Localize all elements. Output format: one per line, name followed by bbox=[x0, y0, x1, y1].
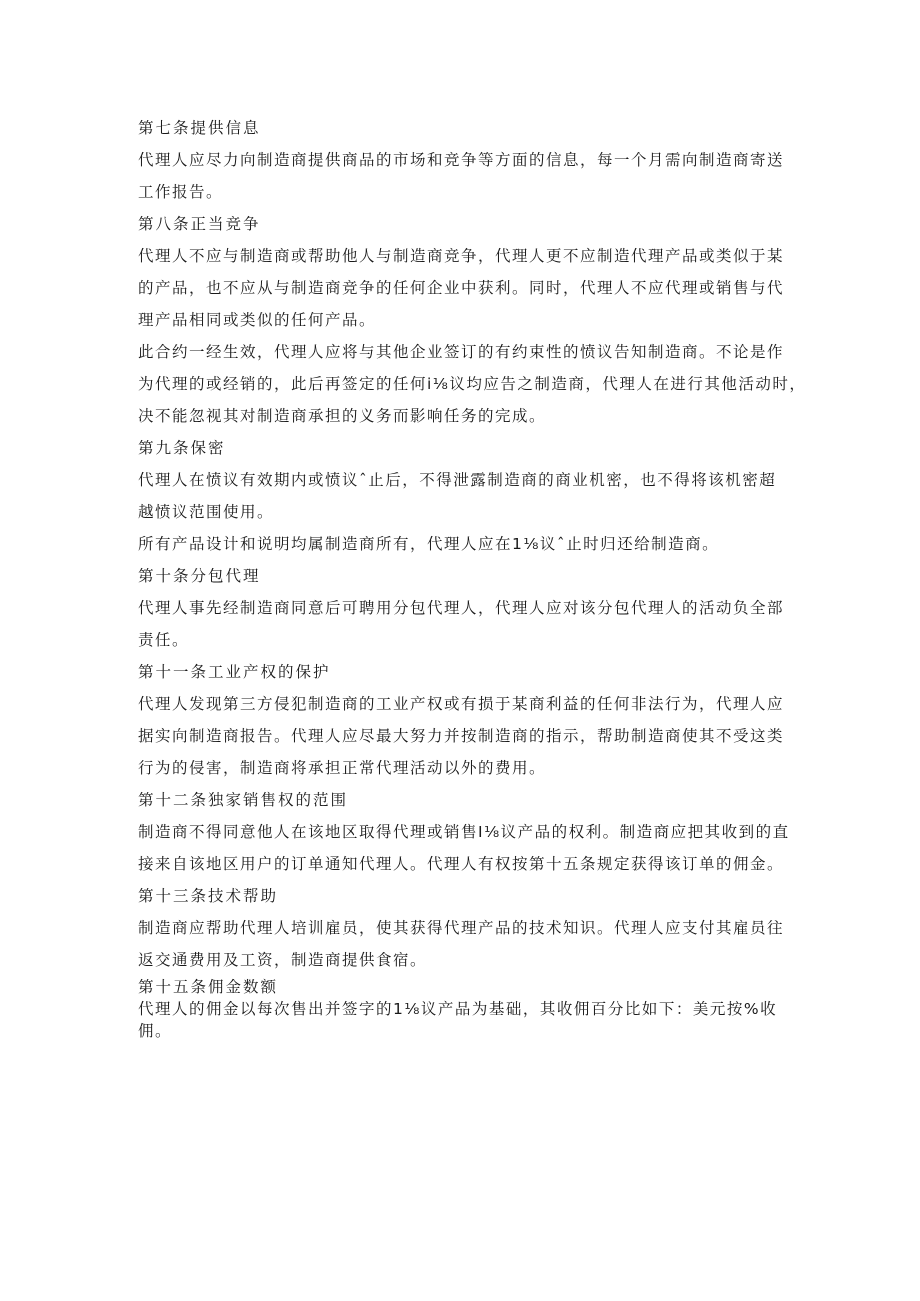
article-9-text-line-1: 代理人在愤议有效期内或愤议ˆ止后，不得泄露制造商的商业机密，也不得将该机密超 bbox=[138, 471, 777, 489]
document-page bbox=[138, 112, 807, 1042]
article-8-text-line-4: 此合约一经生效，代理人应将与其他企业签订的有约束性的愤议告知制造商。不论是作 bbox=[138, 343, 785, 361]
article-13-heading: 第十三条技术帮助 bbox=[138, 887, 279, 905]
article-12-text-line-2: 接来自该地区用户的订单通知代理人。代理人有权按第十五条规定获得该订单的佣金。 bbox=[138, 855, 785, 873]
article-8-text-line-5: 为代理的或经销的，此后再签定的任何i⅛议均应告之制造商，代理人在进行其他活动时， bbox=[138, 375, 807, 393]
article-13-text-line-1: 制造商应帮助代理人培训雇员，使其获得代理产品的技术知识。代理人应支付其雇员往 bbox=[138, 919, 785, 937]
article-13-text-line-2: 返交通费用及工资，制造商提供食宿。 bbox=[138, 951, 428, 969]
article-8-text-line-6: 决不能忽视其对制造商承担的义务而影响任务的完成。 bbox=[138, 407, 547, 425]
article-15-text-line-2: 佣。 bbox=[138, 1022, 173, 1040]
article-11-heading: 第十一条工业产权的保护 bbox=[138, 663, 331, 681]
article-7-text-line-2: 工作报告。 bbox=[138, 183, 224, 201]
article-8-text-line-3: 理产品相同或类似的任何产品。 bbox=[138, 311, 377, 329]
article-10-text-line-1: 代理人事先经制造商同意后可聘用分包代理人，代理人应对该分包代理人的活动负全部 bbox=[138, 599, 785, 617]
article-11-text-line-1: 代理人发现第三方侵犯制造商的工业产权或有损于某商利益的任何非法行为，代理人应 bbox=[138, 695, 785, 713]
article-8-text-line-1: 代理人不应与制造商或帮助他人与制造商竞争，代理人更不应制造代理产品或类似于某 bbox=[138, 247, 785, 265]
article-8-heading: 第八条正当竞争 bbox=[138, 215, 261, 233]
article-15-text-line-1: 代理人的佣金以每次售出并签字的1⅛议产品为基础，其收佣百分比如下：美元按%收 bbox=[138, 1000, 778, 1018]
article-9-heading: 第九条保密 bbox=[138, 439, 226, 457]
article-9-text-line-3: 所有产品设计和说明均属制造商所有，代理人应在1⅛议ˆ止时归还给制造商。 bbox=[138, 535, 720, 553]
article-12-text-line-1: 制造商不得同意他人在该地区取得代理或销售I⅛议产品的权利。制造商应把其收到的直 bbox=[138, 823, 790, 841]
article-11-text-line-3: 行为的侵害，制造商将承担正常代理活动以外的费用。 bbox=[138, 759, 547, 777]
article-9-text-line-2: 越愤议范围使用。 bbox=[138, 503, 275, 521]
article-7-text-line-1: 代理人应尽力向制造商提供商品的市场和竞争等方面的信息，每一个月需向制造商寄送 bbox=[138, 151, 785, 169]
article-7-heading: 第七条提供信息 bbox=[138, 119, 261, 137]
article-15-heading: 第十五条佣金数额 bbox=[138, 978, 279, 996]
article-10-heading: 第十条分包代理 bbox=[138, 567, 261, 585]
article-10-text-line-2: 责任。 bbox=[138, 631, 190, 649]
article-11-text-line-2: 据实向制造商报告。代理人应尽最大努力并按制造商的指示，帮助制造商使其不受这类 bbox=[138, 727, 785, 745]
article-12-heading: 第十二条独家销售权的范围 bbox=[138, 791, 349, 809]
article-8-text-line-2: 的产品，也不应从与制造商竞争的任何企业中获利。同时，代理人不应代理或销售与代 bbox=[138, 279, 785, 297]
